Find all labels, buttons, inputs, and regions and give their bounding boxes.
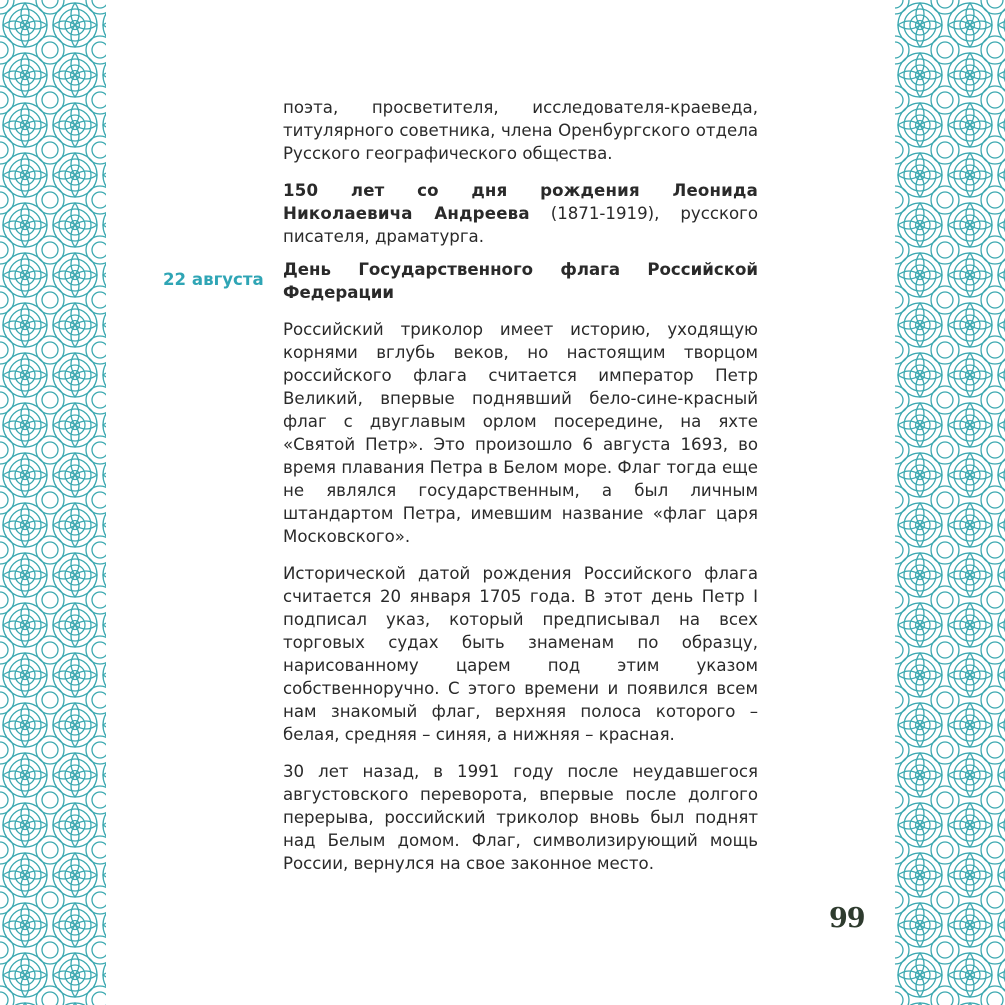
paragraph-continuation: поэта, просветителя, исследователя-краеведа, титулярного советника, члена Оренбургского отдела Русского географического общества. [283,98,758,163]
section-heading: День Государственного флага Российской Федерации [283,260,758,302]
paragraph-tricolor-history: Российский триколор имеет историю, уходящую корнями вглубь веков, но настоящим творцом российского флага считается император Петр Великий, впервые поднявший бело-сине-красный флаг с двуглавым орлом посередине, на яхте «Святой Петр». Это произошло 6 августа 1693, во время плавания Петра в Белом море. Флаг тогда еще не являлся государственным, а был личным штандартом Петра, имевшим название «флаг царя Московского». [283,320,758,546]
anniversary-paragraph [283,179,758,248]
paragraph-flag-birthdate: Исторической датой рождения Российского флага считается 20 января 1705 года. В этот день Петр I подписал указ, который предписывал на всех торговых судах быть знаменам по образцу, нарисованному царем под этим указом собственноручно. С этого времени и появился всем нам знакомый флаг, верхняя полоса которого – белая, средняя – синяя, а нижняя – красная. [283,564,758,744]
page-number: 99 [829,903,865,934]
floral-pattern-icon [895,0,1005,1005]
left-ornament-border [0,0,106,1005]
right-ornament-border [895,0,1005,1005]
floral-pattern-icon [0,0,106,1005]
page-content [283,96,758,875]
anniversary-text: (1871-1919), русского писателя, драматурга. [283,204,758,246]
date-label: 22 августа [163,270,264,289]
anniversary-title: 150 лет со дня рождения Леонида Николаевича Андреева [283,181,758,223]
paragraph-1991: 30 лет назад, в 1991 году после неудавшегося августовского переворота, впервые после долгого перерыва, российский триколор вновь был поднят над Белым домом. Флаг, символизирующий мощь России, вернулся на свое законное место. [283,762,758,873]
